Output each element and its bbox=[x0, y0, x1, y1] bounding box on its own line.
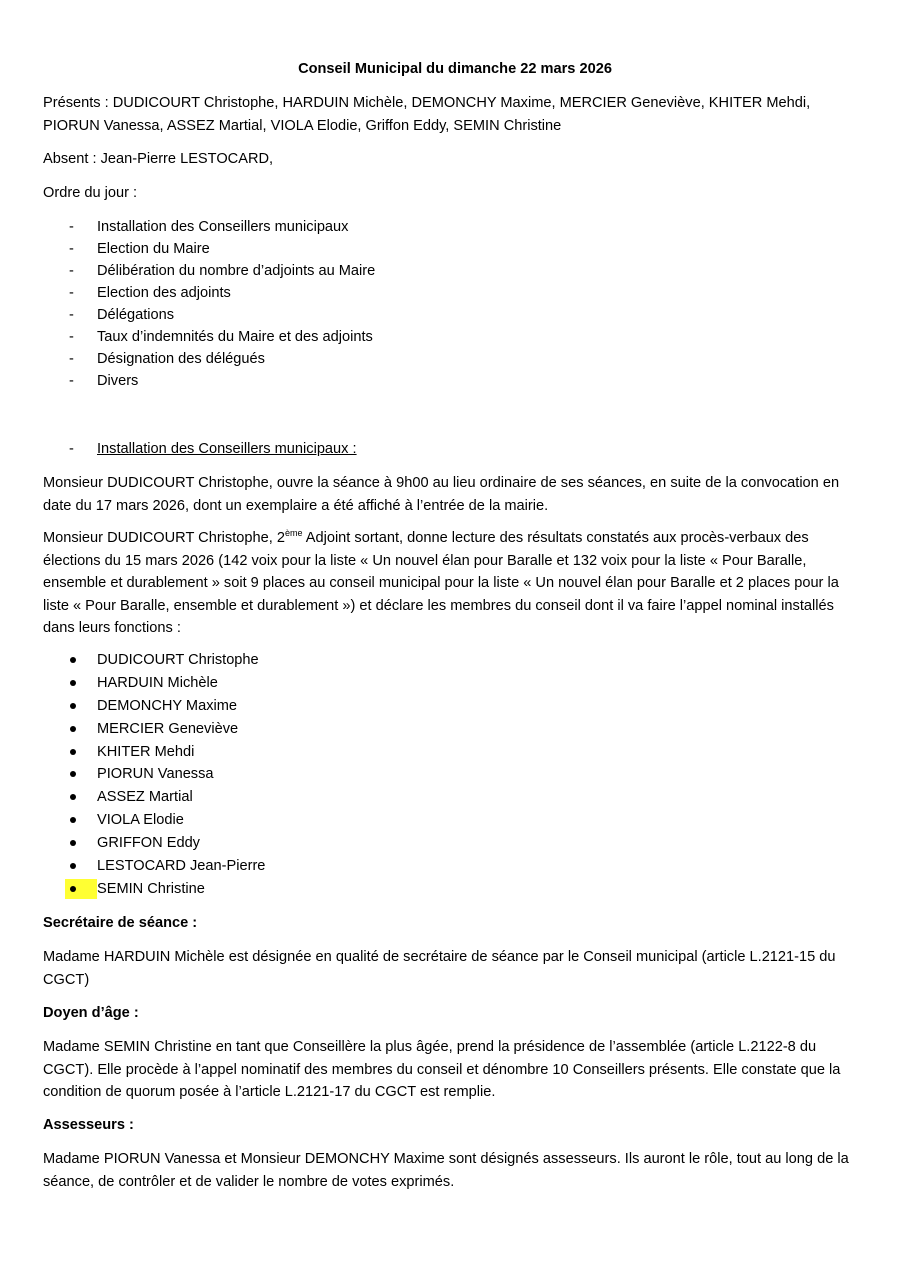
member-item: KHITER Mehdi bbox=[43, 741, 265, 764]
dash-marker: - bbox=[69, 329, 74, 345]
agenda-list bbox=[43, 216, 375, 392]
dash-marker: - bbox=[69, 285, 74, 301]
member-item: PIORUN Vanessa bbox=[43, 763, 265, 786]
secretaire-paragraph: Madame HARDUIN Michèle est désignée en qualité de secrétaire de séance par le Conseil municipal (article L.2121-15 du CGCT) bbox=[43, 949, 836, 988]
member-item-highlighted: SEMIN Christine bbox=[43, 878, 265, 901]
member-item: VIOLA Elodie bbox=[43, 809, 265, 832]
ordre-du-jour-label: Ordre du jour : bbox=[43, 185, 138, 201]
doyen-heading: Doyen d’âge : bbox=[43, 1005, 139, 1021]
bullet-icon bbox=[70, 657, 76, 663]
member-item: DUDICOURT Christophe bbox=[43, 649, 265, 672]
superscript-eme: ème bbox=[284, 528, 303, 538]
presents-paragraph: Présents : DUDICOURT Christophe, HARDUIN Michèle, DEMONCHY Maxime, MERCIER Geneviève, KHITER Mehdi, PIORUN Vanessa, ASSEZ Martial, VIOLA Elodie, Griffon Eddy, SEMIN Christine bbox=[43, 95, 811, 134]
bullet-icon bbox=[70, 703, 76, 709]
dash-marker: - bbox=[69, 351, 74, 367]
dash-marker: - bbox=[69, 241, 74, 257]
bullet-icon bbox=[70, 817, 76, 823]
bullet-icon bbox=[70, 794, 76, 800]
bullet-icon bbox=[70, 886, 76, 892]
agenda-item: - Taux d’indemnités du Maire et des adjoints bbox=[43, 326, 375, 348]
member-item: DEMONCHY Maxime bbox=[43, 695, 265, 718]
agenda-item: - Election des adjoints bbox=[43, 282, 375, 304]
assesseurs-paragraph: Madame PIORUN Vanessa et Monsieur DEMONCHY Maxime sont désignés assesseurs. Ils auront le rôle, tout au long de la séance, de contrôler et de valider le nombre de votes exprimés. bbox=[43, 1151, 849, 1190]
agenda-item: - Désignation des délégués bbox=[43, 348, 375, 370]
secretaire-heading: Secrétaire de séance : bbox=[43, 915, 198, 931]
agenda-item: - Election du Maire bbox=[43, 238, 375, 260]
section-heading-list bbox=[43, 438, 357, 460]
member-item: GRIFFON Eddy bbox=[43, 832, 265, 855]
opening-paragraph: Monsieur DUDICOURT Christophe, ouvre la séance à 9h00 au lieu ordinaire de ses séances, en suite de la convocation en date du 17 mars 2026, dont un exemplaire a été affiché à l’entrée de la mairie. bbox=[43, 475, 840, 514]
dash-marker: - bbox=[69, 373, 74, 389]
agenda-item: - Installation des Conseillers municipaux bbox=[43, 216, 375, 238]
doyen-paragraph: Madame SEMIN Christine en tant que Conseillère la plus âgée, prend la présidence de l’assemblée (article L.2122-8 du CGCT). Elle procède à l’appel nominatif des membres du conseil et dénombre 10 Conseillers présents. Elle constate que la condition de quorum posée à l’article L.2121-17 du CGCT est remplie. bbox=[43, 1039, 841, 1100]
member-item: LESTOCARD Jean-Pierre bbox=[43, 855, 265, 878]
dash-marker: - bbox=[69, 441, 74, 457]
member-item: MERCIER Geneviève bbox=[43, 718, 265, 741]
members-list bbox=[43, 649, 265, 901]
bullet-icon bbox=[70, 749, 76, 755]
bullet-icon bbox=[70, 863, 76, 869]
bullet-icon bbox=[70, 726, 76, 732]
dash-marker: - bbox=[69, 263, 74, 279]
member-item: ASSEZ Martial bbox=[43, 786, 265, 809]
bullet-icon bbox=[70, 840, 76, 846]
results-paragraph: Monsieur DUDICOURT Christophe, 2ème Adjoint sortant, donne lecture des résultats constatés aux procès-verbaux des élections du 15 mars 2026 (142 voix pour la liste « Un nouvel élan pour Baralle et 132 voix pour la liste « Pour Baralle, ensemble et durablement » soit 9 places au conseil municipal pour la liste « Un nouvel élan pour Baralle et 2 places pour la liste « Pour Baralle, ensemble et durablement ») et déclare les membres du conseil dont il va faire l’appel nominal installés dans leurs fonctions : bbox=[43, 528, 839, 636]
absent-paragraph: Absent : Jean-Pierre LESTOCARD, bbox=[43, 151, 274, 167]
section-heading-installation: - Installation des Conseillers municipaux : bbox=[43, 438, 357, 460]
document-title: Conseil Municipal du dimanche 22 mars 2026 bbox=[298, 61, 612, 77]
dash-marker: - bbox=[69, 307, 74, 323]
assesseurs-heading: Assesseurs : bbox=[43, 1117, 134, 1133]
bullet-icon bbox=[70, 771, 76, 777]
dash-marker: - bbox=[69, 219, 74, 235]
agenda-item: - Délégations bbox=[43, 304, 375, 326]
member-item: HARDUIN Michèle bbox=[43, 672, 265, 695]
agenda-item: - Divers bbox=[43, 370, 375, 392]
bullet-icon bbox=[70, 680, 76, 686]
agenda-item: - Délibération du nombre d’adjoints au Maire bbox=[43, 260, 375, 282]
